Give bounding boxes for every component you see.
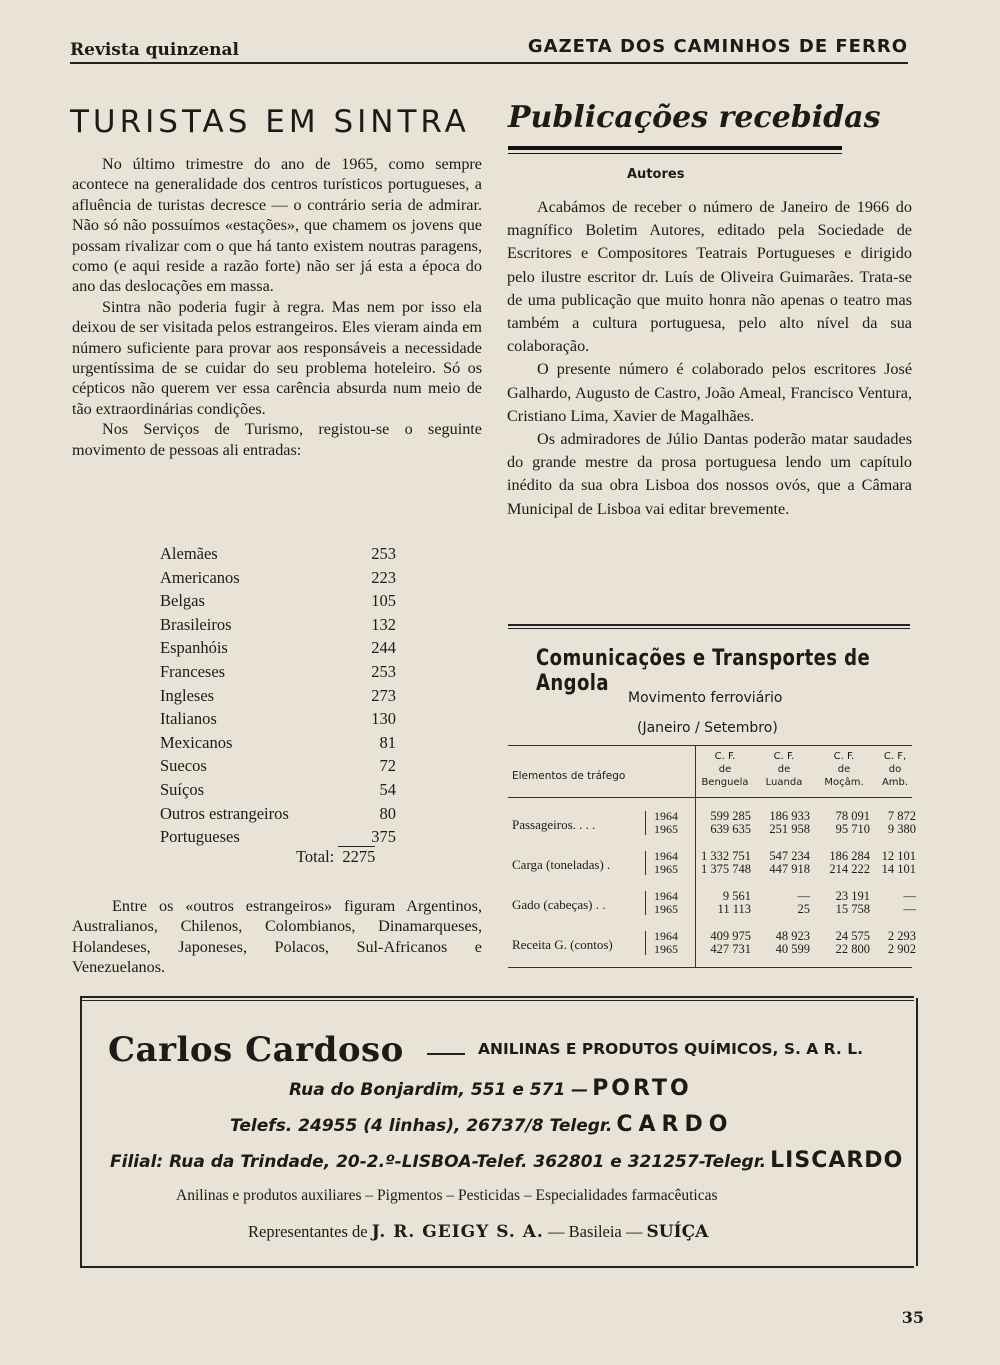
ad-address: Rua do Bonjardim, 551 e 571 — bbox=[289, 1080, 589, 1100]
row-header: Elementos de tráfego bbox=[512, 770, 626, 782]
table-cell: 12 101 bbox=[881, 849, 916, 863]
ad-address-line bbox=[289, 1076, 692, 1101]
table-year: 1965 bbox=[654, 822, 678, 836]
ad-reps-line bbox=[248, 1222, 708, 1242]
table-row-label: Carga (toneladas) . bbox=[512, 857, 611, 872]
table-cell: — bbox=[903, 889, 916, 903]
table-cell: 78 091 bbox=[835, 809, 870, 823]
article-closing-turistas bbox=[72, 896, 482, 978]
table-row-label: Receita G. (contos) bbox=[512, 937, 613, 952]
table-cell: 22 800 bbox=[835, 942, 870, 956]
table-cell: 25 bbox=[797, 902, 810, 916]
table-cell: 24 575 bbox=[835, 929, 870, 943]
total-value: 2275 bbox=[338, 846, 375, 866]
table-cell: 409 975 bbox=[710, 929, 751, 943]
section-rule bbox=[508, 624, 910, 626]
ad-dash bbox=[427, 1053, 465, 1055]
row-brace bbox=[645, 851, 646, 875]
ad-company-name: Carlos Cardoso bbox=[108, 1030, 404, 1070]
table-row: Italianos 130 bbox=[160, 709, 396, 729]
ad-products: Anilinas e produtos auxiliares – Pigmentos – Pesticidas – Especialidades farmacêuticas bbox=[176, 1187, 718, 1204]
ad-branch-telegr: LISCARDO bbox=[770, 1148, 904, 1173]
column-header: C. F. de Luanda bbox=[765, 751, 803, 788]
table-row: Americanos 223 bbox=[160, 567, 396, 587]
table-row: Outros estrangeiros 80 bbox=[160, 803, 396, 823]
paragraph: Sintra não poderia fugir à regra. Mas nem por isso ela deixou de ser visitada pelos estrangeiros. Eles vieram ainda em número suficiente para provar aos responsáveis a necessidade urgentíssima de se cuidar do seu problema hoteleiro. Só os cépticos não querem ver essa carência absurda num meio de tão extraordinárias condições. bbox=[72, 297, 482, 418]
table-rule bbox=[508, 967, 912, 968]
header-right: GAZETA DOS CAMINHOS DE FERRO bbox=[527, 36, 908, 57]
table-rule bbox=[508, 745, 912, 746]
paragraph: Os admiradores de Júlio Dantas poderão matar saudades do grande mestre da prosa portuguesa lendo um capítulo inédito da sua obra Lisboa dos nossos ovós, que a Câmara Municipal de Lisboa vai editar brevemente. bbox=[507, 430, 912, 518]
table-rule bbox=[508, 797, 912, 798]
table-cell: 427 731 bbox=[710, 942, 751, 956]
title-rule bbox=[508, 153, 842, 154]
table-cell: 639 635 bbox=[710, 822, 751, 836]
table-row-label: Gado (cabeças) . . bbox=[512, 897, 606, 912]
table-row-label: Passageiros. . . . bbox=[512, 817, 596, 832]
table-row: Franceses 253 bbox=[160, 661, 396, 681]
column-header: C. F, do Amb. bbox=[881, 751, 909, 788]
article-body-turistas bbox=[72, 154, 482, 460]
table-year: 1964 bbox=[654, 889, 678, 903]
angola-period: (Janeiro / Setembro) bbox=[637, 720, 778, 736]
article-title-turistas: TURISTAS EM SINTRA bbox=[70, 104, 470, 140]
ad-telegr: CARDO bbox=[616, 1112, 734, 1137]
table-cell: 23 191 bbox=[835, 889, 870, 903]
column-header: C. F. de Benguela bbox=[701, 751, 749, 788]
ad-city: PORTO bbox=[592, 1076, 692, 1101]
table-cell: — bbox=[797, 889, 810, 903]
table-cell: 9 380 bbox=[887, 822, 916, 836]
table-row: Suecos 72 bbox=[160, 756, 396, 776]
nationality-table bbox=[160, 542, 396, 849]
table-row: Alemães 253 bbox=[160, 544, 396, 563]
table-cell: — bbox=[903, 902, 916, 916]
table-year: 1964 bbox=[654, 849, 678, 863]
table-cell: 547 234 bbox=[769, 849, 810, 863]
ad-rule bbox=[80, 1266, 914, 1268]
table-cell: 9 561 bbox=[722, 889, 751, 903]
table-year: 1965 bbox=[654, 902, 678, 916]
table-year: 1965 bbox=[654, 942, 678, 956]
ad-phones: Telefs. 24955 (4 linhas), 26737/8 Telegr. bbox=[230, 1116, 613, 1136]
ad-phones-line bbox=[230, 1112, 733, 1137]
angola-title: Comunicações e Transportes de Angola bbox=[536, 646, 871, 696]
article-body-publicacoes bbox=[507, 196, 912, 521]
header-rule bbox=[70, 62, 908, 64]
table-cell: 11 113 bbox=[717, 902, 751, 916]
paragraph: Entre os «outros estrangeiros» figuram Argentinos, Australianos, Chilenos, Colombianos, Dinamarqueses, Holandeses, Japoneses, Polacos, Sul-Africanos e Venezuelanos. bbox=[72, 897, 482, 977]
table-row: Portugueses 375 bbox=[160, 827, 396, 847]
table-cell: 95 710 bbox=[835, 822, 870, 836]
table-cell: 48 923 bbox=[775, 929, 810, 943]
table-cell: 14 101 bbox=[881, 862, 916, 876]
row-brace bbox=[645, 891, 646, 915]
row-brace bbox=[645, 931, 646, 955]
article-subtitle-autores: Autores bbox=[627, 167, 685, 182]
page-number: 35 bbox=[901, 1308, 924, 1327]
table-year: 1965 bbox=[654, 862, 678, 876]
table-cell: 40 599 bbox=[775, 942, 810, 956]
angola-subtitle: Movimento ferroviário bbox=[628, 690, 783, 706]
ad-reps-city: — Basileia — bbox=[547, 1222, 643, 1241]
ad-company-desc: ANILINAS E PRODUTOS QUÍMICOS, S. A R. L. bbox=[478, 1040, 863, 1058]
ad-reps-company: J. R. GEIGY S. A. bbox=[371, 1222, 544, 1242]
total-row bbox=[296, 847, 375, 867]
table-cell: 447 918 bbox=[769, 862, 810, 876]
title-rule bbox=[508, 146, 842, 150]
header-left: Revista quinzenal bbox=[70, 40, 240, 60]
table-cell: 214 222 bbox=[829, 862, 870, 876]
paragraph: Nos Serviços de Turismo, registou-se o seguinte movimento de pessoas ali entradas: bbox=[72, 420, 482, 459]
column-header: C. F. de Moçâm. bbox=[824, 751, 864, 788]
table-cell: 2 293 bbox=[887, 929, 916, 943]
table-row: Mexicanos 81 bbox=[160, 732, 396, 752]
table-row: Belgas 105 bbox=[160, 591, 396, 611]
table-year: 1964 bbox=[654, 809, 678, 823]
paragraph: No último trimestre do ano de 1965, como sempre acontece na generalidade dos centros turísticos portugueses, a afluência de turistas decresce — o contrário seria de admirar. Não só não possuímos «estações», que chamem os jovens que possam rivalizar com o que há tanto existem noutras paragens, como (e aqui reside a razão forte) não ser já esta a época do ano das deslocações em massa. bbox=[72, 155, 482, 296]
table-cell: 186 933 bbox=[769, 809, 810, 823]
table-cell: 1 375 748 bbox=[701, 862, 751, 876]
table-cell: 7 872 bbox=[887, 809, 916, 823]
table-cell: 1 332 751 bbox=[701, 849, 751, 863]
table-cell: 599 285 bbox=[710, 809, 751, 823]
table-row: Suíços 54 bbox=[160, 779, 396, 799]
ad-reps-country: SUÍÇA bbox=[646, 1222, 709, 1242]
table-row: Ingleses 273 bbox=[160, 685, 396, 705]
article-title-publicacoes: Publicações recebidas bbox=[508, 100, 881, 135]
table-row: Espanhóis 244 bbox=[160, 638, 396, 658]
table-year: 1964 bbox=[654, 929, 678, 943]
ad-branch-line bbox=[110, 1148, 903, 1173]
table-cell: 186 284 bbox=[829, 849, 870, 863]
total-label: Total: bbox=[296, 847, 335, 866]
table-cell: 2 902 bbox=[887, 942, 916, 956]
row-brace bbox=[645, 811, 646, 835]
table-row: Brasileiros 132 bbox=[160, 614, 396, 634]
ad-reps-prefix: Representantes de bbox=[248, 1222, 368, 1241]
table-cell: 251 958 bbox=[769, 822, 810, 836]
table-cell: 15 758 bbox=[835, 902, 870, 916]
paragraph: O presente número é colaborado pelos escritores José Galhardo, Augusto de Castro, João Ameal, Francisco Ventura, Cristiano Lima, Xavier de Magalhães. bbox=[507, 360, 912, 425]
paragraph: Acabámos de receber o número de Janeiro de 1966 do magnífico Boletim Autores, editado pela Sociedade de Escritores e Compositores Teatrais Portugueses e dirigido pelo ilustre escritor dr. Luís de Oliveira Guimarães. Trata-se de uma publicação que muito honra não apenas o teatro mas também a cultura portuguesa, pelo alto nível da sua colaboração. bbox=[507, 198, 912, 356]
ad-branch: Filial: Rua da Trindade, 20-2.º-LISBOA-Telef. 362801 e 321257-Telegr. bbox=[110, 1152, 767, 1172]
section-rule bbox=[508, 628, 910, 629]
